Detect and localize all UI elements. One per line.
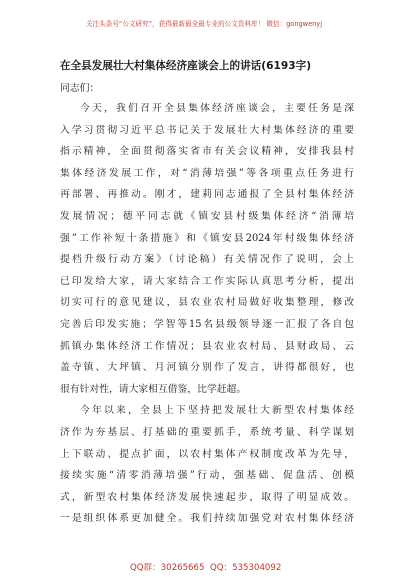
paragraph-line: 抓镇办集体经济工作情况；县农业农村局、县财政局、云 [60, 340, 354, 352]
paragraph-line: 强”工作补短十条措施》和《镇安县2024年村级集体经济 [60, 232, 354, 244]
footer-qq-number: QQ：535304092 [210, 563, 282, 573]
paragraph-line: 已印发给大家，请大家结合工作实际认真思考分析，提出 [60, 275, 354, 287]
paragraph-line: 式，新型农村集体经济发展快速起步，取得了明显成效。 [60, 491, 354, 503]
greeting: 同志们： [60, 83, 100, 94]
paragraph-line: 很有针对性，请大家相互借鉴，比学赶超。 [60, 383, 247, 395]
paragraph-line: 发展情况；德平同志就《镇安县村级集体经济“消薄培 [60, 210, 354, 222]
paragraph-line: 上下联动、提点扩面，以农村集体产权制度改革为先导， [60, 448, 354, 460]
document-body [60, 98, 354, 530]
paragraph-line: 接续实施“清零消薄培强”行动，强基础、促盘活、创模 [60, 470, 354, 482]
paragraph-line: 今天，我们召开全县集体经济座谈会，主要任务是深 [80, 103, 354, 114]
paragraph-line: 再部署、再推动。刚才，建莉同志通报了全县村集体经济 [60, 189, 354, 201]
paragraph-line: 集体经济发展工作，对“消薄培强”等各项重点任务进行 [60, 167, 354, 179]
paragraph-line: 指示精神，全面贯彻落实省市有关会议精神，安排我县村 [60, 146, 354, 158]
document-title: 在全县发展壮大村集体经济座谈会上的讲话(6193字) [60, 60, 312, 72]
paragraph-line: 今年以来，全县上下坚持把发展壮大新型农村集体经 [80, 405, 354, 417]
paragraph-line: 入学习贯彻习近平总书记关于发展壮大村集体经济的重要 [60, 124, 354, 136]
paragraph-line: 济作为夯基层、打基础的重要抓手，系统考量、科学谋划 [60, 426, 354, 438]
paragraph-line: 完善后印发实施；学智等15名县级领导逐一汇报了各自包 [60, 318, 354, 330]
paragraph-line: 盖寺镇、大坪镇、月河镇分别作了发言，讲得都很好，也 [60, 362, 354, 374]
header-banner: 关注头条号“公文研究”，获得最新最全最专业的公文资料库！ 微信：gongwenyj [85, 20, 323, 28]
paragraph-line: 提档升级行动方案》（讨论稿）有关情况作了说明，会上 [60, 254, 354, 266]
paragraph-line: 切实可行的意见建议，县农业农村局做好收集整理，修改 [60, 297, 354, 309]
footer-qq-group: QQ群：30265665 [130, 563, 205, 573]
paragraph-line: 一是组织体系更加健全。我们持续加强党对农村集体经济 [60, 513, 354, 525]
